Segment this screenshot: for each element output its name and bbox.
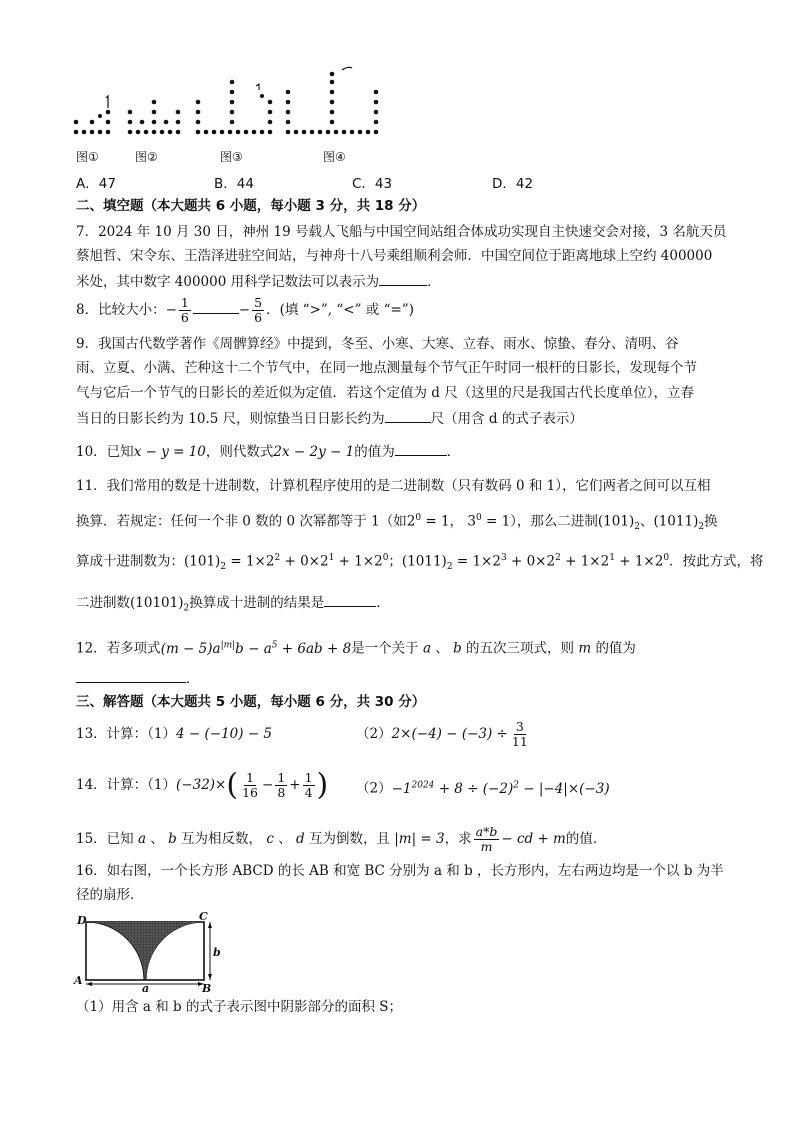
q8-f1-den: 6 [180,310,189,325]
q7-line3: 米处，其中数字 400000 用科学记数法可以表示为 ． [76,271,441,291]
figure-label-3: 图③ [220,150,243,164]
q14-n2: 1 [277,770,286,785]
fig-label-A: A [74,974,83,987]
q15-t1: 、 [150,831,164,847]
fig-label-C: C [199,912,208,923]
q11-line2: 换算．若规定：任何一个非 0 数的 0 次幂都等于 1（如$2^0 = 1$， $3^0 = 1$），那么二进制$(101)_2$、$(1011)_2$换 [76,513,718,533]
q12-mid3: 的五次三项式，则 [466,640,575,657]
q8-f2-num: 5 [254,295,263,310]
q16-line1: 16．如右图，一个长方形 ABCD 的长 AB 和宽 BC 分别为 a 和 b ，长方形内，左右两边均是一个以 b 为半 [76,863,724,879]
q7-answer-blank[interactable] [379,271,427,286]
rectangle-sector-figure [72,912,222,992]
q11-line4a: 二进制数 [76,595,130,611]
q11-answer-blank[interactable] [324,592,376,607]
figure-label-2: 图② [135,150,158,164]
q11-line3: 算成十进制数为：$(101)_2 = 1\times 2^2 + 0\times 2^1 + 1\times 2^0$；$(1011)_2 = 1\times 2^3 + 0\times 2^2 + 1\times 2^1 + 1\times 2^0$．按此方式，将 [76,553,764,573]
option-a: A．47 [76,176,116,192]
q8-prefix: 8．比较大小： [76,302,166,318]
q9-line2: 雨、立夏、小满、芒种这十二个节气中，在同一地点测量每个节气正午时同一根杆的日影长，发现每个节 [76,360,697,376]
q16-line2: 径的扇形． [76,887,144,903]
q11-line2a: 换算．若规定：任何一个非 0 数的 0 次幂都等于 1（如 [76,513,407,530]
dot-pattern-figure [70,66,390,146]
q10-answer-blank[interactable] [395,441,447,456]
q12-mid: 是一个关于 [351,640,419,657]
q11-line3b: ．按此方式，将 [669,553,764,570]
q10-expression: 2x − 2y − 1 [273,444,355,460]
q9-line1: 9．我国古代数学著作《周髀算经》中提到，冬至、小寒、大寒、立春、雨水、惊蛰、春分、清明、谷 [76,336,679,352]
q8-answer-blank[interactable] [193,299,239,314]
figure-label-4: 图④ [323,150,346,164]
q10-mid: ，则代数式 [205,444,274,460]
q15-prefix: 15．已知 [76,831,134,847]
q8-fraction-2 [252,296,264,325]
q7-line2: 蔡旭哲、宋令东、王浩泽进驻空间站，与神舟十八号乘组顺利会师．中国空间位于距离地球上空约 400000 [76,248,713,264]
q14-n1: 1 [246,770,255,785]
q11-line4b: 换算成十进制的结果是 [189,595,325,611]
q10-suffix: 的值为 [354,444,395,460]
q14-d3: 4 [304,785,313,800]
q14-label2: （2） [356,780,392,797]
q14-label: 14．计算：（1） [76,777,177,793]
q14-n3: 1 [304,770,313,785]
q14-part2: $(2)-1^{2024} + 8 \div (-2)^2 - |-4|\times(-3)$ [356,780,610,797]
q11-line1: 11．我们常用的数是十进制数，计算机程序使用的是二进制数（只有数码 0 和 1），它们两者之间可以互相 [76,478,711,494]
q13-fraction [510,720,530,749]
q11-line4: 二进制数$(10101)_2$换算成十进制的结果是 ． [76,592,390,618]
q16-sub1: （1）用含 a 和 b 的式子表示图中阴影部分的面积 S； [76,999,402,1015]
fig-label-a: a [142,982,150,992]
q12-line: 12．若多项式$(m - 5)a^{|m|}b - a^5 + 6ab + 8$是一个关于 a 、 b 的五次三项式，则 m 的值为 [76,640,636,657]
option-b: B．44 [214,176,254,192]
q15-t6: 的值． [565,831,607,847]
fig-label-b: b [213,946,221,959]
q8-suffix: ．(填 “>”, “<” 或 “=”) [266,302,414,318]
q12-suffix: 的值为 [595,640,636,657]
q10-prefix: 10．已知 [76,444,134,460]
q13-part2 [356,718,532,750]
q13-label: 13．计算：（1） [76,726,177,742]
q14-d2: 8 [277,785,286,800]
q8-line: 8．比较大小：− $\frac{1}{6}$ − $\frac{5}{6}$ ．(填 “>”, “<” 或 “=”) [76,295,414,325]
q15-t5: ，求 [444,831,472,847]
option-c: C．43 [352,176,393,192]
q9-line4b: 尺（用含 d 的式子表示） [430,411,583,427]
q7-line3-text: 米处，其中数字 400000 用科学记数法可以表示为 [76,274,380,290]
fig-label-B: B [202,982,212,992]
q14-line: 14．计算：（1）(−32)×( $\frac{1}{16}$ − $\frac{1}{8}$ + $\frac{1}{4}$ ) [76,767,329,803]
option-d: D．42 [492,176,534,192]
q13-line [76,718,272,750]
q9-line4a: 当日的日影长约为 10.5 尺，则惊蛰当日日影长约为 [76,411,385,427]
q8-f1-num: 1 [180,295,189,310]
q11-line3a: 算成十进制数为： [76,553,184,570]
q11-line2b: ，那么二进制 [516,513,598,530]
section-3-title: 三、解答题（本大题共 5 小题，每小题 6 分，共 30 分） [76,694,426,710]
q9-answer-blank[interactable] [385,408,431,423]
figure-label-1: 图① [76,150,99,164]
q14-pre: (−32)× [176,777,227,793]
q14-d1: 16 [242,785,258,800]
section-2-title: 二、填空题（本大题共 6 小题，每小题 3 分，共 18 分） [76,198,426,214]
q12-prefix: 12．若多项式 [76,640,161,657]
q13-label2: （2） [356,726,392,742]
q7-line1: 7．2024 年 10 月 30 日，神州 19 号载人飞船与中国空间站组合体成功实现自主快速交会对接，3 名航天员 [76,224,727,240]
q8-f2-den: 6 [254,310,263,325]
q8-fraction-1 [179,296,191,325]
q10-condition: x − y = 10 [133,444,206,460]
q15-t4: 互为倒数，且 [304,831,390,847]
q11-line2c: 换 [704,513,718,530]
q9-line4 [76,408,583,428]
q13-f-den: 11 [511,734,528,749]
fig-label-D: D [77,914,87,927]
q12-answer-blank[interactable] [76,668,186,683]
q12-blank-line: ． [76,668,200,688]
q9-line3: 气与它后一个节气的日影长的差近似为定值．若这个定值为 d 尺（这里的尺是我国古代长度单位），立春 [76,385,694,401]
q15-t3: 、 [278,831,292,847]
q13-expr2: 2×(−4) − (−3) ÷ [391,726,508,742]
q12-mid2: 、 [435,640,449,657]
q13-expr1: 4 − (−10) − 5 [176,726,273,742]
q13-f-num: 3 [515,719,524,734]
q15-t2: 互为相反数， [176,831,263,847]
q10-line: 10．已知x − y = 10，则代数式2x − 2y − 1的值为 ． [76,441,460,461]
q15-line: 15．已知 a 、 b 互为相反数， c 、 d 互为倒数，且 |m| = 3，求 $\frac{a*b}{m}$ − cd + m的值． [76,824,607,854]
